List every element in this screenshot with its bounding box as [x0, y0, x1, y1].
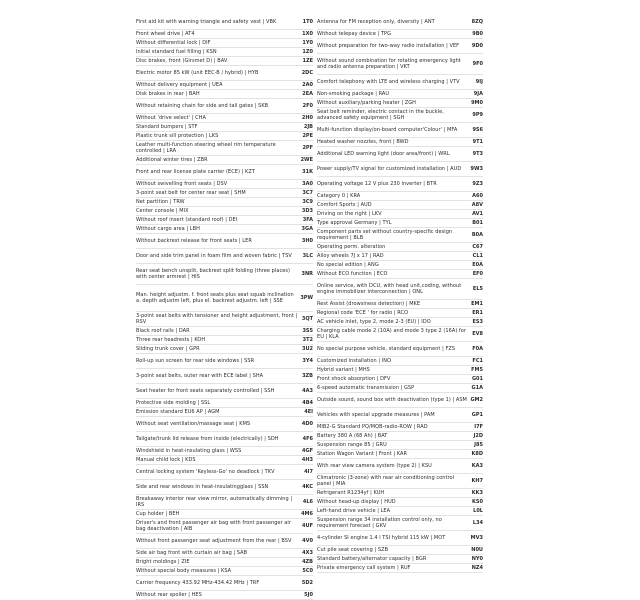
equipment-description: Operating voltage 12 V plus 230 inverter | BTR	[317, 181, 437, 187]
equipment-row	[136, 480, 313, 495]
equipment-row	[317, 450, 483, 459]
equipment-description: Suspension range 85 | GRU	[317, 442, 387, 448]
equipment-description: MIB2-G Standard PQ/MQB-radio-ROW | RAD	[317, 424, 428, 430]
equipment-code: 4H3	[301, 457, 313, 463]
equipment-description: Net partition | TRW	[136, 199, 185, 205]
equipment-description: Disk brakes in rear | BAH	[136, 91, 200, 97]
equipment-row	[317, 489, 483, 498]
equipment-row	[136, 234, 313, 249]
equipment-description: Driving on the right | LKV	[317, 211, 382, 217]
equipment-code: 4GF	[302, 448, 313, 454]
equipment-code: 5D2	[301, 580, 313, 586]
equipment-description: Non-smoking package | RAU	[317, 91, 390, 97]
equipment-row	[136, 432, 313, 447]
equipment-row	[136, 519, 313, 534]
equipment-code: 2EA	[302, 91, 313, 97]
equipment-code: 2PF	[302, 145, 313, 151]
equipment-description: Without sound combination for rotating emergency light and radio antenna preparation | VKT	[317, 58, 461, 70]
equipment-description: Customized installation | INO	[317, 358, 392, 364]
equipment-row	[317, 123, 483, 138]
equipment-row	[317, 243, 483, 252]
equipment-description: Without swivelling front seats | DSV	[136, 181, 228, 187]
equipment-code: 4EI	[304, 409, 313, 415]
equipment-description: No special edition | ANG	[317, 262, 379, 268]
equipment-code: 3C9	[302, 199, 313, 205]
equipment-code: 4F6	[302, 436, 313, 442]
equipment-description: Without retaining chain for side and tail gates | SKB	[136, 103, 269, 109]
equipment-code: 8ZQ	[471, 19, 483, 25]
equipment-row	[136, 99, 313, 114]
equipment-row	[136, 510, 313, 519]
equipment-description: Front wheel drive | AT4	[136, 31, 195, 37]
equipment-description: Bright moldings | ZIE	[136, 559, 190, 565]
equipment-row	[136, 48, 313, 57]
equipment-code: A8V	[471, 202, 483, 208]
equipment-description: Central locking system 'Keyless-Go' no deadlock | TKV	[136, 469, 275, 475]
equipment-description: Initial standard fuel filling | KSN	[136, 49, 217, 55]
equipment-row	[136, 417, 313, 432]
equipment-row	[317, 408, 483, 423]
equipment-code: 3NR	[301, 271, 313, 277]
equipment-description: Tailgate/trunk lid release from inside (electrically) | SDH	[136, 436, 279, 442]
equipment-description: Rear seat bench unsplit, backrest split folding (three places) with center armrest | HIS	[136, 268, 291, 280]
equipment-code: 2A0	[302, 82, 313, 88]
equipment-code: C67	[472, 244, 483, 250]
equipment-row	[317, 531, 483, 546]
equipment-description: Power supply/TV signal for customized installation | AUD	[317, 166, 462, 172]
equipment-row	[317, 90, 483, 99]
equipment-row	[136, 354, 313, 369]
equipment-row	[136, 132, 313, 141]
equipment-row	[317, 192, 483, 201]
equipment-code: 9M0	[471, 100, 483, 106]
equipment-row	[136, 57, 313, 66]
equipment-row	[136, 495, 313, 510]
equipment-code: NZ4	[471, 565, 483, 571]
equipment-code: CL1	[472, 253, 483, 259]
equipment-code: 1Z0	[302, 49, 313, 55]
equipment-row	[317, 564, 483, 573]
equipment-code: 2PE	[302, 133, 313, 139]
equipment-row	[136, 90, 313, 99]
equipment-row	[136, 327, 313, 336]
equipment-code: 9D0	[471, 43, 483, 49]
equipment-description: Vehicles with special upgrade measures | PAM	[317, 412, 435, 418]
equipment-description: Additional LED warning light (door area/front) | WRL	[317, 151, 450, 157]
equipment-description: Heated washer nozzles, front | BWD	[317, 139, 409, 145]
equipment-row	[317, 516, 483, 531]
equipment-row	[317, 54, 483, 75]
equipment-row	[136, 15, 313, 30]
equipment-row	[317, 39, 483, 54]
equipment-row	[317, 99, 483, 108]
equipment-row	[136, 66, 313, 81]
equipment-code: 5J0	[304, 592, 313, 598]
equipment-code: J2D	[473, 433, 483, 439]
equipment-code: 9T3	[472, 151, 483, 157]
equipment-description: Left-hand drive vehicle | LEA	[317, 508, 391, 514]
equipment-description: Without special body measures | KSA	[136, 568, 232, 574]
equipment-code: 9IJ	[475, 79, 483, 85]
equipment-row	[317, 441, 483, 450]
equipment-row	[136, 549, 313, 558]
equipment-code: A60	[472, 193, 483, 199]
equipment-code: ER1	[472, 310, 483, 316]
equipment-code: 2H0	[301, 115, 313, 121]
equipment-description: Regional code 'ECE ' for radio | RCO	[317, 310, 409, 316]
equipment-description: 6-speed automatic transmission | GSP	[317, 385, 415, 391]
equipment-description: Comfort telephony with LTE and wireless charging | VTV	[317, 79, 460, 85]
equipment-code: 1ZE	[302, 58, 313, 64]
equipment-row	[136, 465, 313, 480]
equipment-description: Type approval Germany | TYL	[317, 220, 392, 226]
equipment-description: Multi-function display/on-board computer'Colour' | MFA	[317, 127, 458, 133]
equipment-row	[317, 210, 483, 219]
equipment-code: 2WE	[300, 157, 313, 163]
equipment-code: 9W3	[470, 166, 483, 172]
equipment-row	[317, 384, 483, 393]
equipment-description: Without backrest release for front seats | LER	[136, 238, 252, 244]
equipment-row	[317, 279, 483, 300]
equipment-description: Additional winter tires | ZBR	[136, 157, 208, 163]
equipment-description: Protective side molding | SSL	[136, 400, 211, 406]
equipment-code: L0L	[473, 508, 483, 514]
equipment-code: 9S6	[472, 127, 483, 133]
equipment-code: 3C7	[302, 190, 313, 196]
equipment-code: B0A	[471, 232, 483, 238]
equipment-row	[136, 369, 313, 384]
equipment-description: Without seat ventilation/massage seat | KMS	[136, 421, 251, 427]
equipment-row	[317, 309, 483, 318]
equipment-description: Climatronic (3-zone) with rear air conditioning control panel | MIA	[317, 475, 455, 487]
equipment-description: Standard battery/alternator capacity | BGR	[317, 556, 427, 562]
equipment-code: 1T0	[302, 19, 313, 25]
equipment-row	[136, 123, 313, 132]
equipment-row	[317, 366, 483, 375]
equipment-description: Door and side trim panel in foam film and woven fabric | TSV	[136, 253, 292, 259]
equipment-code: 4UF	[302, 523, 313, 529]
equipment-code: 4A3	[302, 388, 313, 394]
equipment-code: 9B0	[472, 31, 483, 37]
equipment-description: Without auxiliary/parking heater | ZGH	[317, 100, 416, 106]
equipment-description: Suspension range 34 installation control only, no requirement forecast | GKV	[317, 517, 442, 529]
equipment-description: Private emergency call system | RUF	[317, 565, 411, 571]
equipment-code: 9P9	[472, 112, 483, 118]
equipment-row	[317, 177, 483, 192]
equipment-code: 9F0	[472, 61, 483, 67]
equipment-description: Front shock absorption | DFV	[317, 376, 391, 382]
equipment-description: Carrier frequency 433.92 MHz-434.42 MHz | TRF	[136, 580, 260, 586]
equipment-description: Roll-up sun screen for rear side windows | SSR	[136, 358, 255, 364]
equipment-code: FM5	[471, 367, 483, 373]
equipment-row	[136, 408, 313, 417]
equipment-row	[136, 141, 313, 156]
equipment-description: Without 'drive select' | CHA	[136, 115, 206, 121]
equipment-description: Without cargo area | LBH	[136, 226, 200, 232]
equipment-row	[317, 393, 483, 408]
equipment-description: Side air bag front with curtain air bag | SAB	[136, 550, 248, 556]
equipment-description: Driver's and front passenger air bag with front passenger air bag deactivation | AIB	[136, 520, 291, 532]
equipment-description: Refrigerant R1234yf | KUH	[317, 490, 385, 496]
equipment-description: Emission standard EU6 AP | AGM	[136, 409, 220, 415]
equipment-row	[317, 459, 483, 474]
equipment-code: 4D0	[301, 421, 313, 427]
equipment-description: Station Wagon Variant | Front | KAR	[317, 451, 407, 457]
equipment-description: Without preparation for two-way radio installation | VEF	[317, 43, 460, 49]
equipment-code: MV3	[470, 535, 483, 541]
equipment-description: Disc brakes, front (Girsmet D) | BAV	[136, 58, 228, 64]
equipment-code: KS0	[472, 499, 483, 505]
equipment-code: KK3	[471, 490, 483, 496]
equipment-row	[317, 219, 483, 228]
equipment-description: With rear view camera system (type 2) | KSU	[317, 463, 432, 469]
equipment-code: KH7	[471, 478, 483, 484]
equipment-code: 4V0	[302, 538, 313, 544]
equipment-row	[317, 108, 483, 123]
equipment-row	[136, 207, 313, 216]
equipment-code: 3QT	[301, 316, 313, 322]
equipment-row	[317, 162, 483, 177]
equipment-code: 3Y4	[302, 358, 313, 364]
equipment-row	[317, 75, 483, 90]
equipment-row	[136, 534, 313, 549]
equipment-row	[317, 138, 483, 147]
equipment-description: Windshield in heat-insulating glass | WSS	[136, 448, 242, 454]
equipment-description: 4-cylinder SI engine 1.4 l TSI hybrid 115 kW | MOT	[317, 535, 446, 541]
equipment-row	[136, 558, 313, 567]
equipment-code: 9T1	[472, 139, 483, 145]
equipment-row	[317, 474, 483, 489]
equipment-row	[317, 300, 483, 309]
equipment-description: Breakaway interior rear view mirror, automatically dimming | IRS	[136, 496, 293, 508]
equipment-row	[136, 198, 313, 207]
equipment-description: Black roof rails | DAR	[136, 328, 190, 334]
equipment-code: AV1	[472, 211, 483, 217]
equipment-description: Seat heater for front seats separately controlled | SSH	[136, 388, 275, 394]
equipment-description: AC vehicle inlet, type 2, mode 2-3 (EU) | IDO	[317, 319, 431, 325]
equipment-code: 1Y0	[302, 40, 313, 46]
equipment-row	[317, 252, 483, 261]
equipment-row	[136, 189, 313, 198]
equipment-row	[136, 114, 313, 123]
equipment-row	[136, 81, 313, 90]
equipment-code: EV8	[472, 331, 483, 337]
equipment-code: 3FA	[302, 217, 313, 223]
equipment-row	[136, 165, 313, 180]
equipment-description: Cup holder | BEH	[136, 511, 180, 517]
equipment-code: 9JA	[473, 91, 483, 97]
equipment-description: Sliding trunk cover | GPR	[136, 346, 200, 352]
equipment-code: KA3	[471, 463, 483, 469]
equipment-code: B01	[472, 220, 483, 226]
equipment-code: 3GA	[301, 226, 313, 232]
equipment-row	[317, 147, 483, 162]
equipment-description: Electric motor 85 kW (unit EEC-B / hybrid) | HYB	[136, 70, 259, 76]
equipment-row	[136, 249, 313, 264]
equipment-code: K8D	[471, 451, 483, 457]
equipment-row	[317, 423, 483, 432]
equipment-row	[136, 312, 313, 327]
equipment-description: Without head-up display | HUD	[317, 499, 396, 505]
equipment-code: 3ZB	[302, 373, 313, 379]
equipment-code: J85	[474, 442, 483, 448]
equipment-description: Operating perm. alteration	[317, 244, 386, 250]
equipment-code: 4M6	[301, 511, 313, 517]
equipment-row	[136, 345, 313, 354]
equipment-description: Without front passenger seat adjustment from the rear | BSV	[136, 538, 292, 544]
equipment-description: Online service, with DCU, with head unit,coding, without engine immobilizer interconnection | ONL	[317, 283, 462, 295]
equipment-description: Rest Assist (drowsiness detection) | MKE	[317, 301, 421, 307]
equipment-description: Comfort Sports | AUD	[317, 202, 372, 208]
equipment-row	[136, 225, 313, 234]
equipment-code: FC1	[472, 358, 483, 364]
equipment-code: 1X0	[302, 31, 313, 37]
equipment-row	[136, 30, 313, 39]
equipment-code: G1A	[471, 385, 483, 391]
equipment-description: Side and rear windows in heat-insulatingglass | SSN	[136, 484, 269, 490]
equipment-row	[136, 576, 313, 591]
equipment-code: L34	[472, 520, 483, 526]
equipment-description: Cut pile seat covering | SZB	[317, 547, 389, 553]
equipment-row	[136, 264, 313, 285]
equipment-row	[317, 555, 483, 564]
equipment-row	[136, 447, 313, 456]
equipment-code: EF0	[472, 271, 483, 277]
equipment-row	[136, 180, 313, 189]
equipment-code: 3U2	[301, 346, 313, 352]
equipment-description: Without differential lock | DIF	[136, 40, 211, 46]
equipment-code: 31K	[302, 169, 313, 175]
equipment-code: 2JB	[303, 124, 313, 130]
equipment-row	[317, 357, 483, 366]
equipment-code: 4ZB	[302, 559, 313, 565]
equipment-row	[136, 399, 313, 408]
equipment-description: 3-point seat belt for center rear seat | SHM	[136, 190, 246, 196]
equipment-code: 5C0	[302, 568, 313, 574]
equipment-row	[136, 285, 313, 312]
equipment-description: Three rear headrests | KOH	[136, 337, 206, 343]
equipment-description: No special purpose vehicle, standard equipment | FZS	[317, 346, 456, 352]
equipment-description: Antenna for FM reception only, diversity | ANT	[317, 19, 435, 25]
equipment-description: First aid kit with warning triangle and safety vest | VBK	[136, 19, 277, 25]
equipment-row	[136, 384, 313, 399]
equipment-description: Man. height adjustm. f. front seats plus seat squab inclination a. depth adjustm left, plus el. backrest adjustm. left | SSE	[136, 292, 294, 304]
equipment-row	[317, 30, 483, 39]
equipment-row	[317, 270, 483, 279]
equipment-description: Battery 380 A (68 Ah) | BAT	[317, 433, 388, 439]
equipment-list-right	[317, 15, 483, 573]
equipment-row	[317, 201, 483, 210]
equipment-description: Outside sound, sound box with deactivation (type 1) | ASM	[317, 397, 467, 403]
equipment-description: Charging cable mode 2 (10A) and mode 3 type 2 (16A) for EU | KLA	[317, 328, 467, 340]
equipment-code: 3PW	[300, 295, 313, 301]
equipment-code: I7F	[474, 424, 483, 430]
equipment-row	[317, 15, 483, 30]
equipment-row	[136, 591, 313, 600]
equipment-code: 3S5	[302, 328, 313, 334]
equipment-row	[136, 567, 313, 576]
equipment-row	[317, 342, 483, 357]
equipment-description: 3-point seat belts with tensioner and height adjustment, front | RSV	[136, 313, 298, 325]
equipment-row	[136, 156, 313, 165]
equipment-code: G01	[471, 376, 483, 382]
equipment-description: Leather multi-function steering wheel rim temperature controlled | LRA	[136, 142, 276, 154]
equipment-code: 9Z3	[472, 181, 483, 187]
equipment-row	[136, 456, 313, 465]
equipment-row	[317, 228, 483, 243]
equipment-list-left	[136, 15, 313, 600]
equipment-row	[317, 507, 483, 516]
equipment-code: GP1	[471, 412, 483, 418]
equipment-code: 3D3	[301, 208, 313, 214]
equipment-description: Seat belt reminder, electric contact in the buckle, advanced safety equipment | SGH	[317, 109, 444, 121]
equipment-code: EM1	[471, 301, 483, 307]
equipment-description: Plastic trunk sill protection | LKS	[136, 133, 219, 139]
equipment-description: Without delivery equipment | UEA	[136, 82, 223, 88]
equipment-row	[317, 375, 483, 384]
equipment-row	[317, 498, 483, 507]
equipment-description: Without telepay device | TPG	[317, 31, 392, 37]
equipment-row	[317, 318, 483, 327]
equipment-row	[317, 432, 483, 441]
equipment-row	[136, 216, 313, 225]
equipment-code: 4I7	[304, 469, 313, 475]
equipment-code: F0A	[472, 346, 483, 352]
equipment-code: 4X3	[302, 550, 313, 556]
equipment-description: Center console | MIX	[136, 208, 189, 214]
equipment-description: Category 0 | KRA	[317, 193, 361, 199]
equipment-code: 4B4	[302, 400, 313, 406]
equipment-description: Front and rear license plate carrier (ECE) | KZT	[136, 169, 255, 175]
equipment-code: GM2	[470, 397, 483, 403]
equipment-row	[317, 327, 483, 342]
equipment-description: Hybrid variant | MHS	[317, 367, 370, 373]
equipment-code: N0U	[471, 547, 483, 553]
equipment-code: NY0	[471, 556, 483, 562]
equipment-code: 2DC	[301, 70, 313, 76]
equipment-code: 4L6	[302, 499, 313, 505]
equipment-description: Without ECO function | ECO	[317, 271, 388, 277]
equipment-description: Alloy wheels 7J x 17 | RAD	[317, 253, 384, 259]
equipment-code: 3LC	[302, 253, 313, 259]
equipment-description: Without roof insert (standard roof) | DEI	[136, 217, 238, 223]
equipment-row	[136, 39, 313, 48]
equipment-row	[317, 261, 483, 270]
equipment-code: 2F0	[302, 103, 313, 109]
equipment-code: E0A	[472, 262, 483, 268]
equipment-description: Standard bumpers | STF	[136, 124, 198, 130]
equipment-description: 3-point seat belts, outer rear with ECE label | SHA	[136, 373, 264, 379]
equipment-code: 3H0	[301, 238, 313, 244]
equipment-code: ES3	[472, 319, 483, 325]
equipment-description: Component parts set without country-specific design requirement | BLB	[317, 229, 453, 241]
equipment-code: EL5	[472, 286, 483, 292]
equipment-code: 3T2	[302, 337, 313, 343]
equipment-row	[136, 336, 313, 345]
equipment-row	[317, 546, 483, 555]
equipment-code: 4KC	[302, 484, 313, 490]
equipment-description: Without rear spoiler | HES	[136, 592, 202, 598]
equipment-code: 3A0	[302, 181, 313, 187]
equipment-description: Manual child lock | KDS	[136, 457, 196, 463]
